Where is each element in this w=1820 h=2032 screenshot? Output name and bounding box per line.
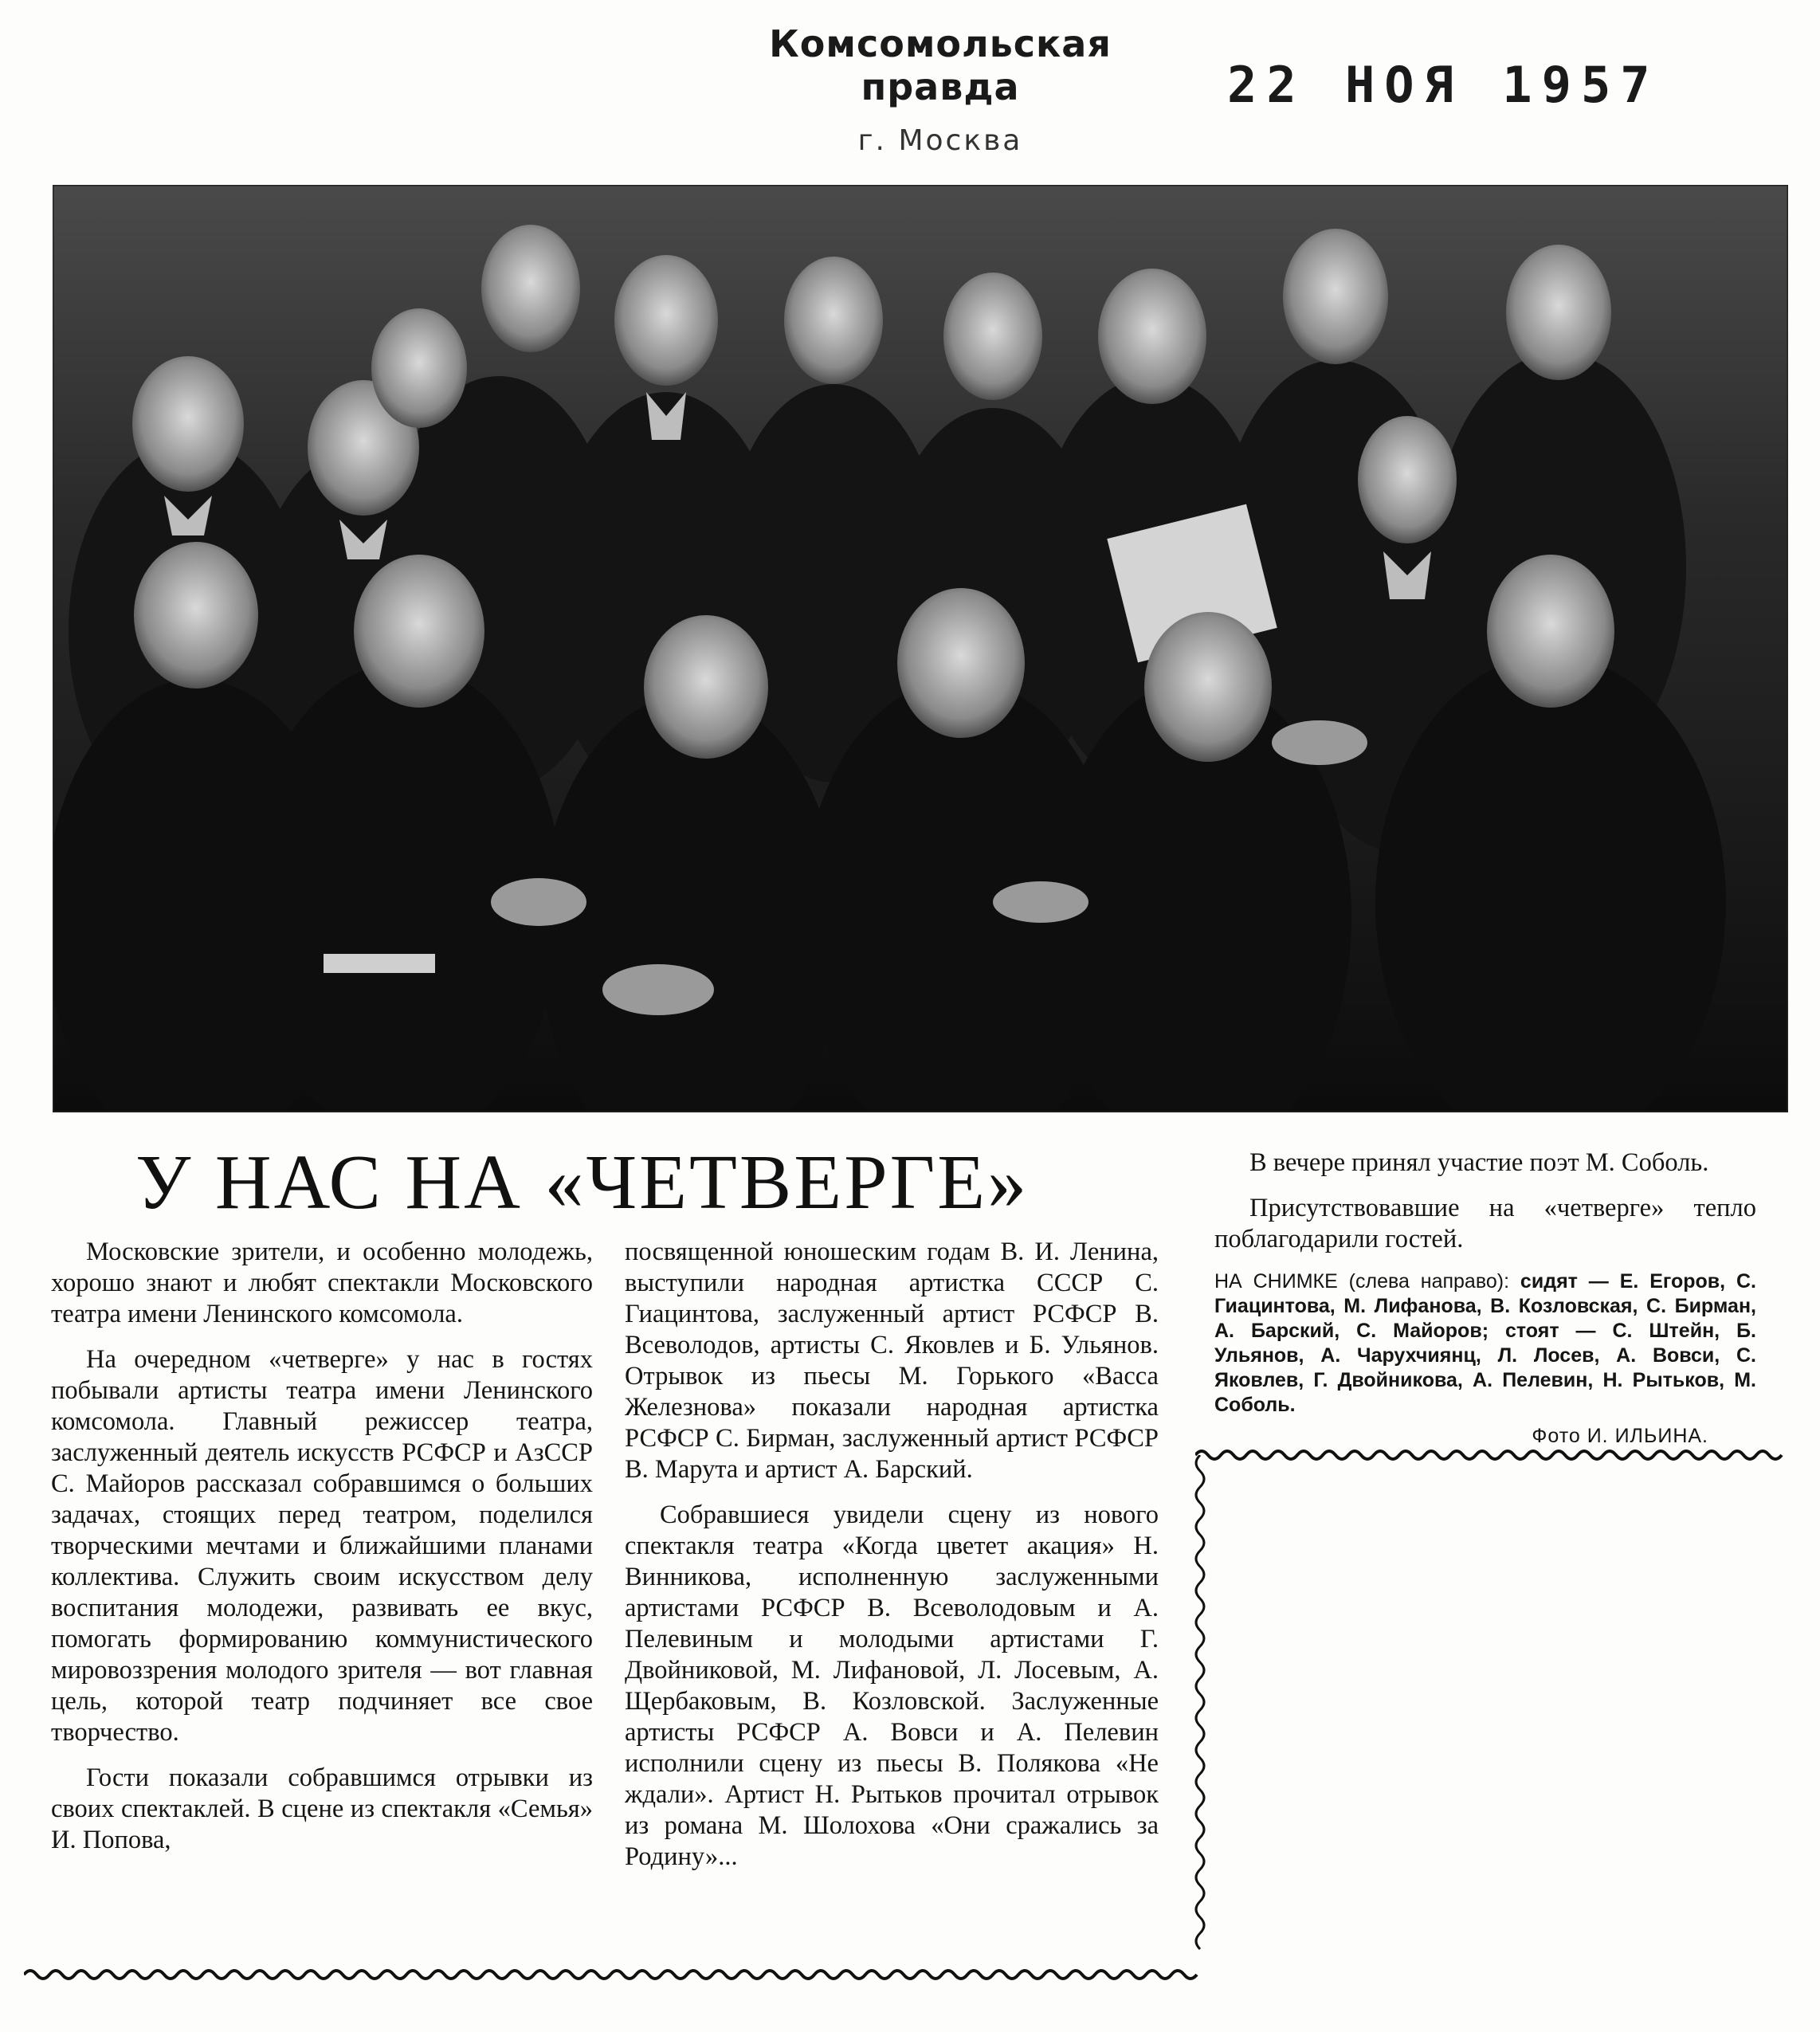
photo-caption xyxy=(1214,1269,1756,1418)
caption-lead: НА СНИМКЕ (слева направо): xyxy=(1214,1270,1510,1293)
clipping-border-top xyxy=(1195,1447,1793,1463)
photo-credit: Фото И. ИЛЬИНА. xyxy=(1532,1425,1708,1447)
paragraph: Гости показали собравшимся отрывки из своих спектаклей. В сцене из спектакля «Семья» И. Попова, xyxy=(51,1763,593,1854)
article-column-1 xyxy=(51,1237,593,1870)
group-photo-image xyxy=(53,185,1788,1112)
paragraph: Московские зрители, и особенно молодежь, хорошо знают и любят спектакли Московского театра имени Ленинского комсомола. xyxy=(51,1238,593,1328)
paragraph: Присутствовавшие на «четверге» тепло поблагодарили гостей. xyxy=(1214,1194,1756,1253)
article-headline: У НАС НА «ЧЕТВЕРГЕ» xyxy=(135,1140,1030,1226)
date-stamp: 22 НОЯ 1957 xyxy=(1227,56,1660,114)
paragraph: посвященной юношеским годам В. И. Ленина, выступили народная артистка СССР С. Гиацинтова, заслуженный артист РСФСР В. Всеволодов, артисты С. Яковлев и Б. Ульянов. Отрывок из пьесы М. Горького «Васса Железнова» показали народная артистка РСФСР С. Бирман, заслуженный артист РСФСР В. Марута и артист А. Барский. xyxy=(625,1238,1159,1484)
paragraph: Собравшиеся увидели сцену из нового спектакля театра «Когда цветет акация» Н. Винникова, исполненную заслуженными артистами РСФСР В. Всеволодовым и А. Пелевиным и молодыми артистами Г. Двойниковой, М. Лифановой, Л. Лосевым, А. Щербаковым, В. Козловской. Заслуженные артисты РСФСР А. Вовси и А. Пелевин исполнили сцену из пьесы В. Полякова «Не ждали». Артист Н. Рытьков прочитал отрывок из романа М. Шолохова «Они сражались за Родину»... xyxy=(625,1500,1159,1871)
paragraph: На очередном «четверге» у нас в гостях побывали артисты театра имени Ленинского комсомола. Главный режиссер театра, заслуженный деятель искусств РСФСР и АзССР С. Майоров рассказал собравшимся о больших задачах, стоящих перед театром, поделился творческими мечтами и ближайшими планами коллектива. Служить своим искусством делу воспитания молодежи, развивать ее вкус, помогать формированию коммунистического мировоззрения молодого зрителя — вот главная цель, которой театр подчиняет все свое творчество. xyxy=(51,1345,593,1747)
newspaper-name: Комсомольская правда xyxy=(769,22,1112,108)
article-column-3 xyxy=(1214,1147,1756,1452)
paragraph: В вечере принял участие поэт М. Соболь. xyxy=(1249,1148,1709,1177)
article-column-2 xyxy=(625,1237,1159,1887)
clipping-border-bottom xyxy=(24,1967,1203,1983)
caption-names: сидят — Е. Егоров, С. Гиацинтова, М. Лифанова, В. Козловская, С. Бирман, А. Барский, С. Майоров; стоят — С. Штейн, Б. Ульянов, А. Чарухчиянц, Л. Лосев, А. Вовси, С. Яковлев, Г. Двойникова, А. Пелевин, Н. Рытьков, М. Соболь. xyxy=(1214,1270,1756,1416)
group-photo xyxy=(53,185,1788,1112)
clipping-border-side xyxy=(1192,1455,1208,1957)
newspaper-city: г. Москва xyxy=(857,124,1023,157)
newspaper-stamp xyxy=(717,22,1163,157)
